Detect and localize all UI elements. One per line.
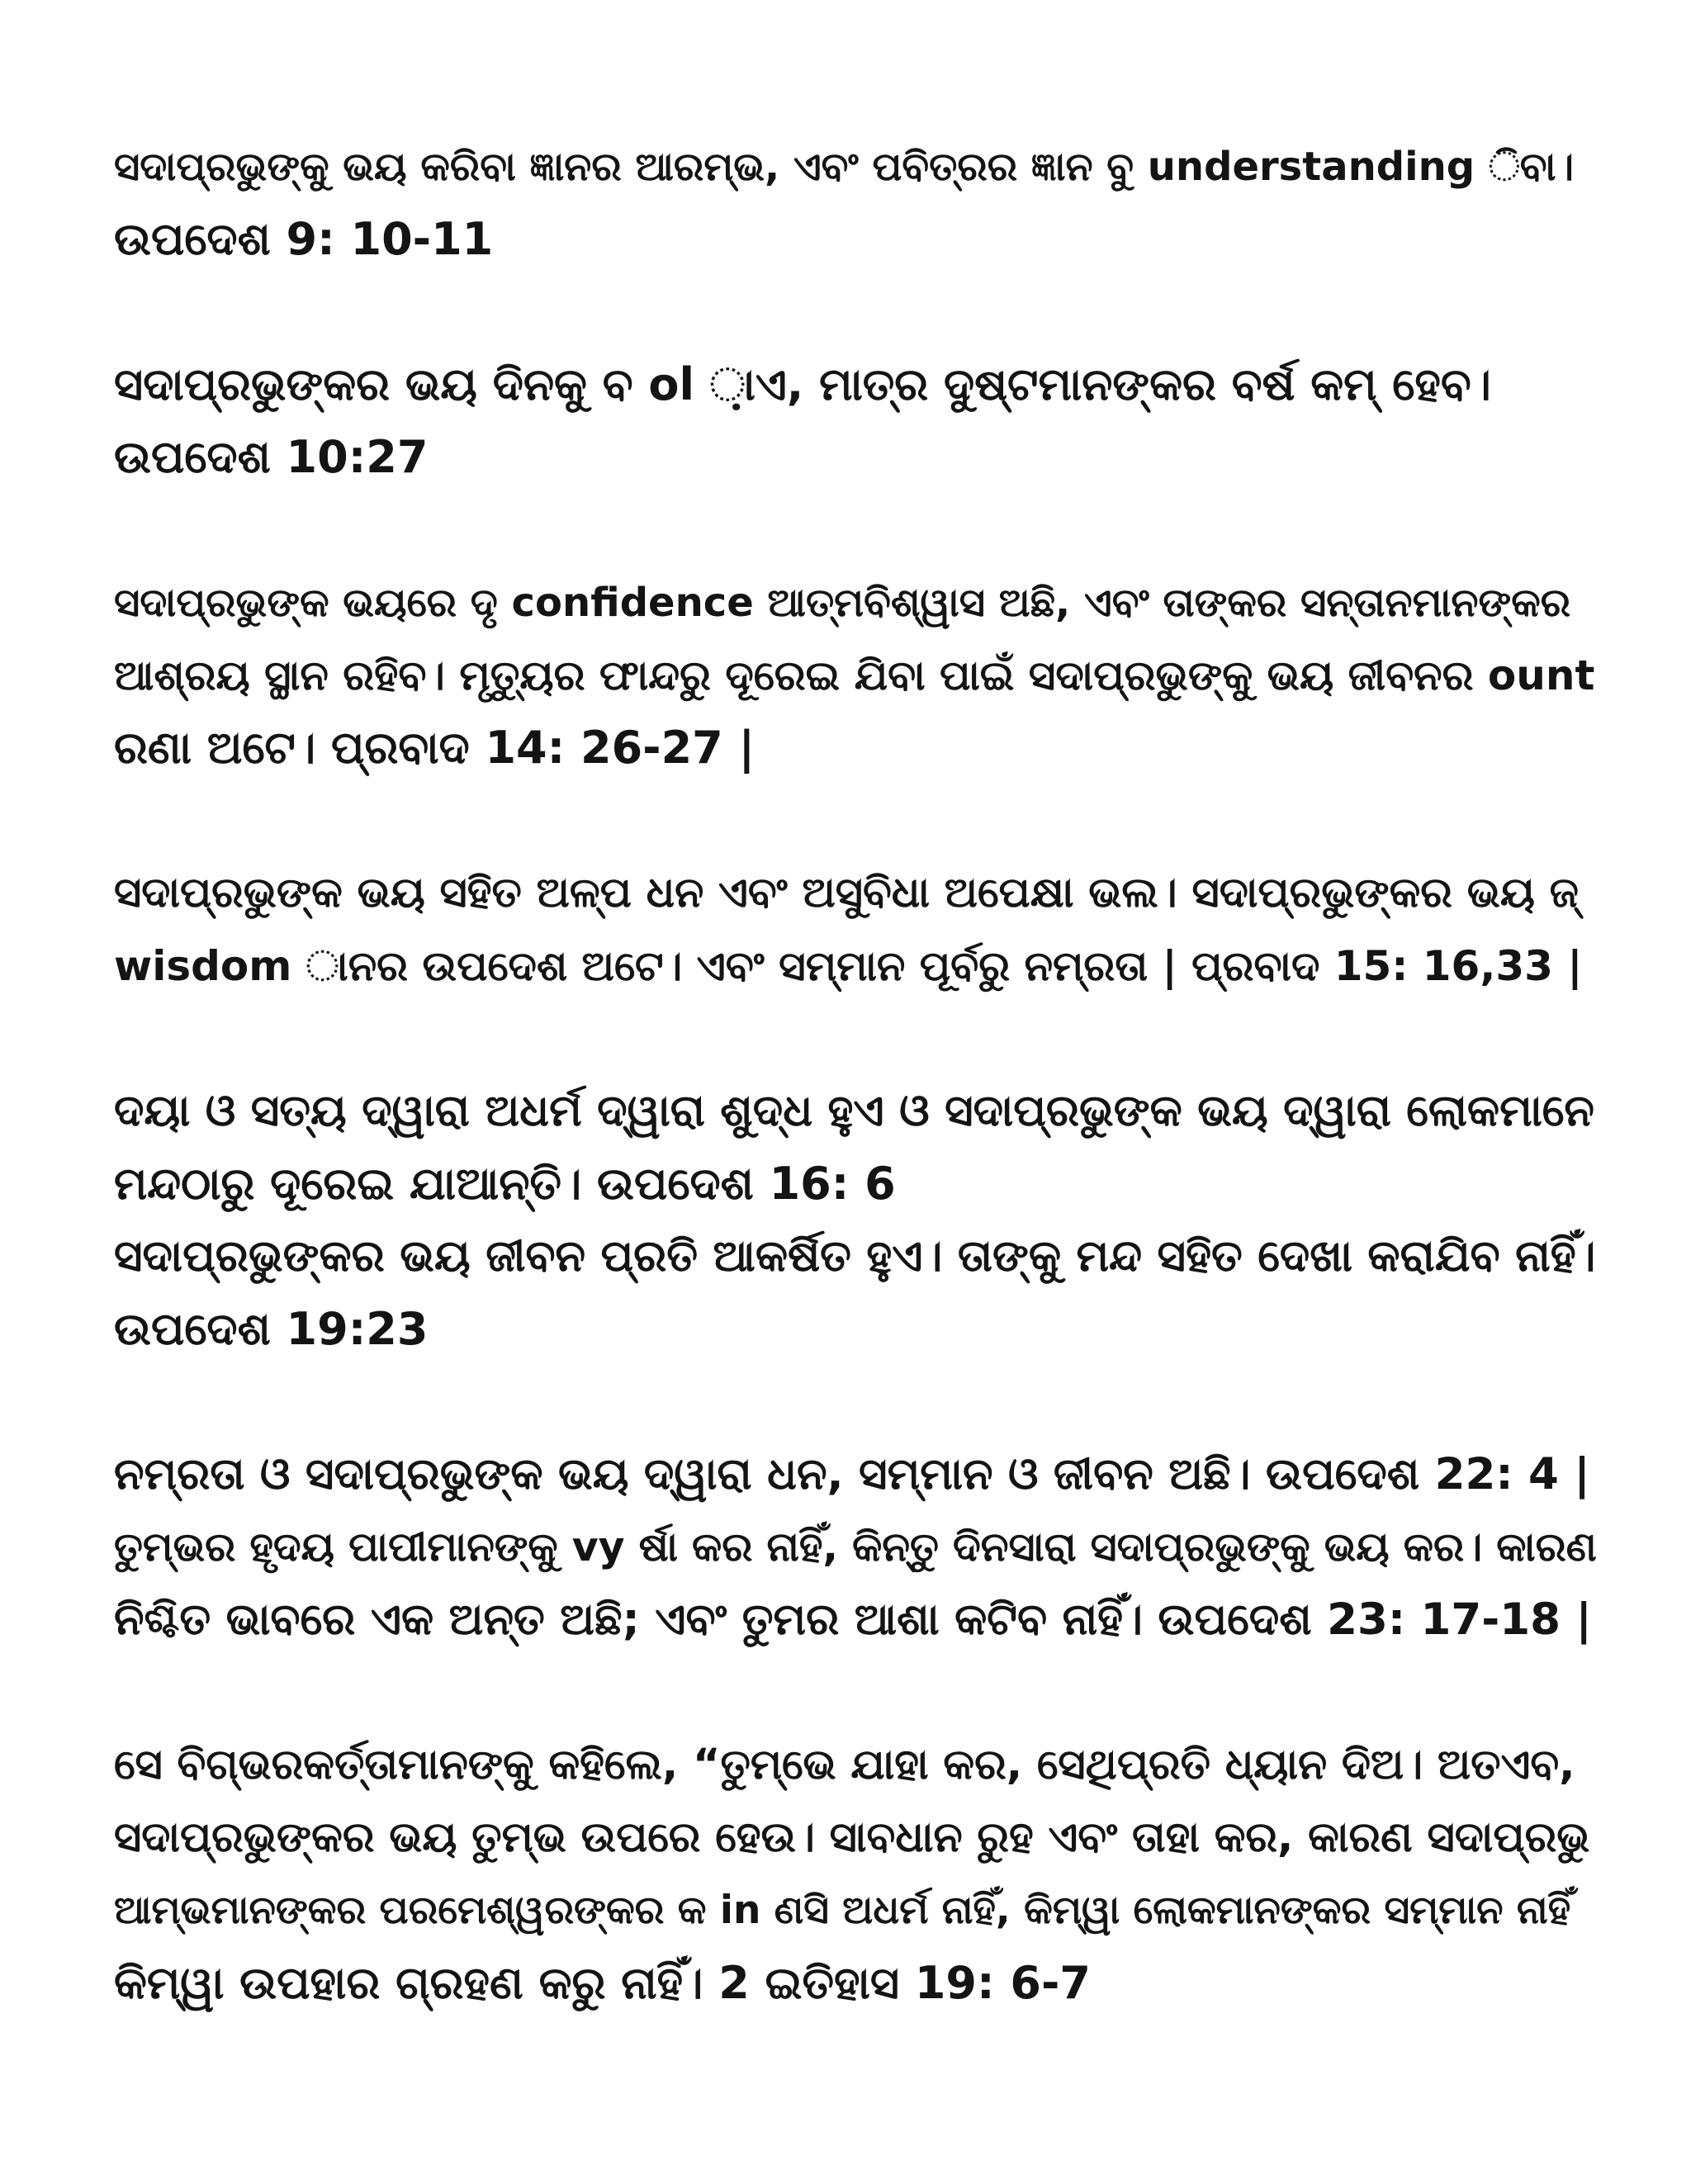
text-line: wisdom ାନର ଉପଦେଶ ଅଟେ। ଏବଂ ସମ୍ମାନ ପୂର୍ବରୁ ନମ୍ରତା | ପ୍ରବାଦ 15: 16,33 | [114,942,1583,990]
paragraph-3 [114,566,1600,784]
text-line: ଆଶ୍ରୟ ସ୍ଥାନ ରହିବ। ମୃତ୍ୟୁର ଫାନ୍ଦରୁ ଦୂରେଇ ଯିବା ପାଇଁ ସଦାପ୍ରଭୁଙ୍କୁ ଭୟ ଜୀବନର ount [114,651,1595,699]
paragraph-7 [114,1729,1600,2020]
text-line: ଦୟା ଓ ସତ୍ୟ ଦ୍ୱାରା ଅଧର୍ମ ଦ୍ୱାରା ଶୁଦ୍ଧ ହୁଏ ଓ ସଦାପ୍ରଭୁଙ୍କ ଭୟ ଦ୍ୱାରା ଲୋକମାନେ [114,1086,1594,1136]
text-line: ସଦାପ୍ରଭୁଙ୍କୁ ଭୟ କରିବା ଜ୍ଞାନର ଆରମ୍ଭ, ଏବଂ ପବିତ୍ରର ଜ୍ଞାନ ବୁ understanding ିବା। [114,144,1575,190]
text-line: ସଦାପ୍ରଭୁଙ୍କର ଭୟ ଜୀବନ ପ୍ରତି ଆକର୍ଷିତ ହୁଏ। ତାଙ୍କୁ ମନ୍ଦ ସହିତ ଦେଖା କରାଯିବ ନାହିଁ। [114,1231,1596,1282]
paragraph-6 [114,1438,1600,1656]
document-page [114,130,1600,2020]
text-line: ମନ୍ଦଠାରୁ ଦୂରେଇ ଯାଆନ୍ତି। ଉପଦେଶ 16: 6 [114,1158,896,1210]
text-line: ନିଶ୍ଚିତ ଭାବରେ ଏକ ଅନ୍ତ ଅଛି; ଏବଂ ତୁମର ଆଶା କଟିବ ନାହିଁ। ଉପଦେଶ 23: 17-18 | [114,1594,1592,1645]
verse-reference: ଉପଦେଶ 9: 10-11 [114,213,494,265]
text-line: ଆମ୍ଭମାନଙ୍କର ପରମେଶ୍ୱରଙ୍କର କ in ଣସି ଅଧର୍ମ ନାହିଁ, କିମ୍ୱା ଲୋକମାନଙ୍କର ସମ୍ମାନ ନାହିଁ [114,1888,1571,1933]
paragraph-spacer [114,1366,1600,1438]
verse-reference: ଉପଦେଶ 19:23 [114,1303,429,1355]
paragraph-5 [114,1075,1600,1366]
verse-reference: ଉପଦେଶ 10:27 [114,431,429,483]
text-line: ନମ୍ରତା ଓ ସଦାପ୍ରଭୁଙ୍କ ଭୟ ଦ୍ୱାରା ଧନ, ସମ୍ମାନ ଓ ଜୀବନ ଅଛି। ଉପଦେଶ 22: 4 | [114,1449,1590,1499]
paragraph-spacer [114,784,1600,857]
paragraph-spacer [114,1002,1600,1075]
paragraph-spacer [114,494,1600,566]
paragraph-spacer [114,276,1600,348]
text-line: ରଣା ଅଟେ। ପ୍ରବାଦ 14: 26-27 | [114,722,756,774]
text-line: ସଦାପ୍ରଭୁଙ୍କ ଭୟ ସହିତ ଅଳ୍ପ ଧନ ଏବଂ ଅସୁବିଧା ଅପେକ୍ଷା ଭଲ। ସଦାପ୍ରଭୁଙ୍କର ଭୟ ଜ୍ [114,869,1579,917]
text-line: କିମ୍ୱା ଉପହାର ଗ୍ରହଣ କରୁ ନାହିଁ। 2 ଇତିହାସ 19: 6-7 [114,1957,1091,2009]
text-line: ତୁମ୍ଭର ହୃଦୟ ପାପୀମାନଙ୍କୁ vy ର୍ଷା କର ନାହିଁ, କିନ୍ତୁ ଦିନସାରା ସଦାପ୍ରଭୁଙ୍କୁ ଭୟ କର। କାରଣ [114,1523,1597,1570]
text-line: ସଦାପ୍ରଭୁଙ୍କ ଭୟରେ ଦୃ confidence ଆତ୍ମବିଶ୍ୱାସ ଅଛି, ଏବଂ ତାଙ୍କର ସନ୍ତାନମାନଙ୍କର [114,580,1571,626]
text-line: ସଦାପ୍ରଭୁଙ୍କର ଭୟ ତୁମ୍ଭ ଉପରେ ହେଉ। ସାବଧାନ ରୁହ ଏବଂ ତାହା କର, କାରଣ ସଦାପ୍ରଭୁ [114,1813,1590,1862]
paragraph-1 [114,130,1600,276]
text-line: ସଦାପ୍ରଭୁଙ୍କର ଭୟ ଦିନକୁ ବ ol ଼ାଏ, ମାତ୍ର ଦୁଷ୍ଟମାନଙ୍କର ବର୍ଷ କମ୍ ହେବ। [114,358,1491,410]
paragraph-2 [114,348,1600,494]
paragraph-spacer [114,1656,1600,1729]
text-line: ସେ ବିଗ୍ଭରକର୍ତ୍ତାମାନଙ୍କୁ କହିଲେ, “ତୁମ୍ଭେ ଯାହା କର, ସେଥିପ୍ରତି ଧ୍ୟାନ ଦିଅ। ଅତଏବ, [114,1741,1575,1789]
paragraph-4 [114,857,1600,1002]
